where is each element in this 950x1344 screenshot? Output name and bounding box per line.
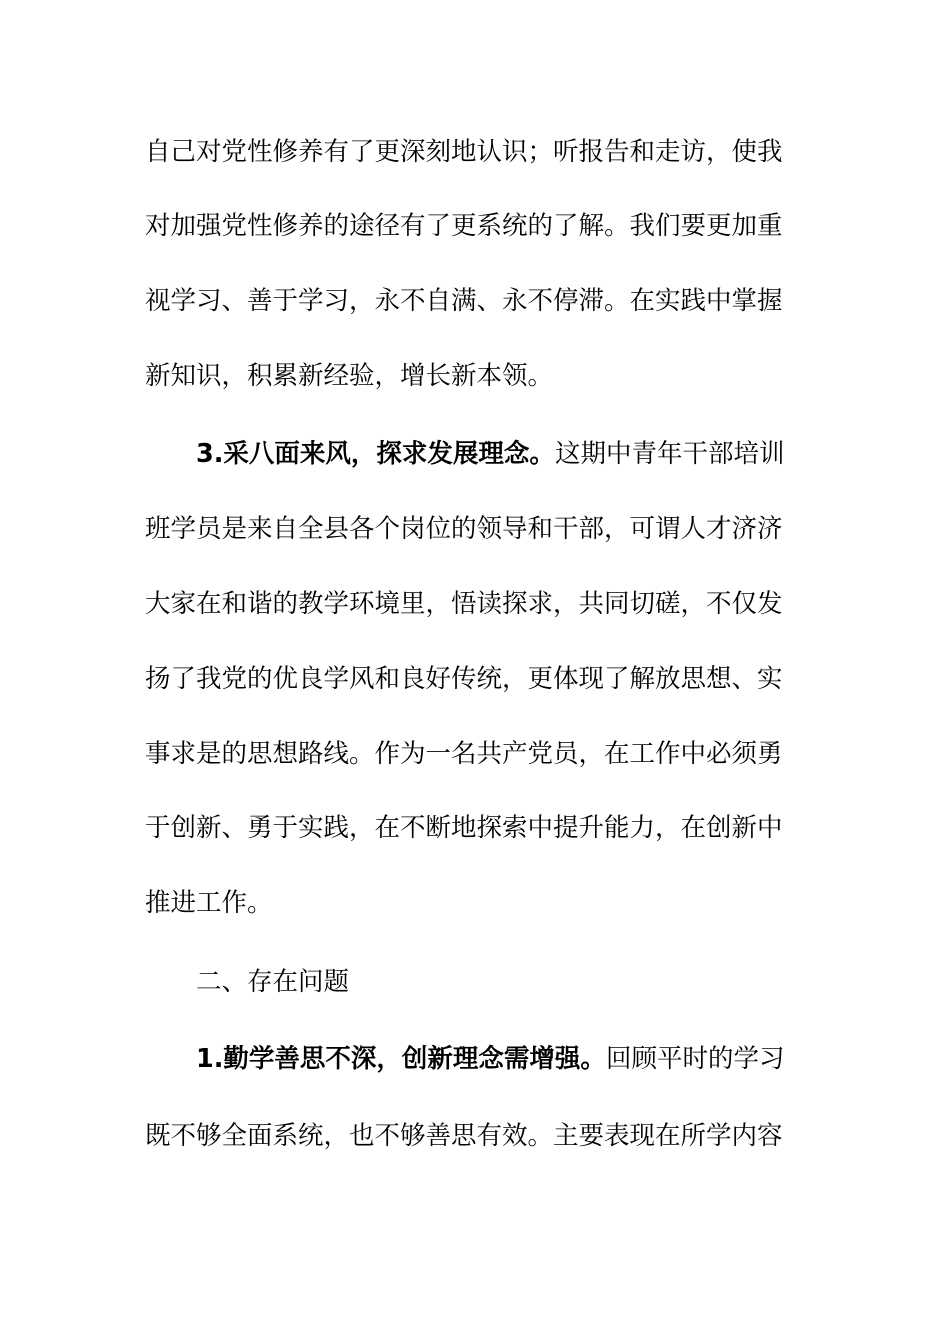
problem-1-heading: 1.勤学善思不深，创新理念需增强。	[196, 1044, 606, 1074]
problem-1-first-line	[196, 1042, 810, 1076]
paragraph-line: 既不够全面系统，也不够善思有效。主要表现在所学内容	[145, 1121, 783, 1151]
section-heading: 二、存在问题	[196, 967, 350, 997]
paragraph-line: 推进工作。	[145, 888, 273, 918]
point-3-heading: 3.采八面来风，探求发展理念。	[196, 439, 555, 469]
paragraph-line: 于创新、勇于实践，在不断地探索中提升能力，在创新中	[145, 813, 783, 843]
paragraph-line: 事求是的思想路线。作为一名共产党员，在工作中必须勇	[145, 739, 783, 769]
paragraph-line: 扬了我党的优良学风和良好传统，更体现了解放思想、实	[145, 664, 783, 694]
paragraph-line: 大家在和谐的教学环境里，悟读探求，共同切磋，不仅发	[145, 589, 783, 619]
problem-1-text: 回顾平时的学习	[605, 1044, 785, 1074]
point-3-first-line	[196, 437, 810, 471]
paragraph-line: 视学习、善于学习，永不自满、永不停滞。在实践中掌握	[145, 286, 783, 316]
point-3-text: 这期中青年干部培训	[554, 439, 785, 469]
paragraph-line: 对加强党性修养的途径有了更系统的了解。我们要更加重	[145, 211, 783, 241]
paragraph-line: 新知识，积累新经验，增长新本领。	[145, 361, 554, 391]
paragraph-line: 自己对党性修养有了更深刻地认识；听报告和走访，使我	[145, 137, 783, 167]
paragraph-line: 班学员是来自全县各个岗位的领导和干部，可谓人才济济	[145, 514, 783, 544]
